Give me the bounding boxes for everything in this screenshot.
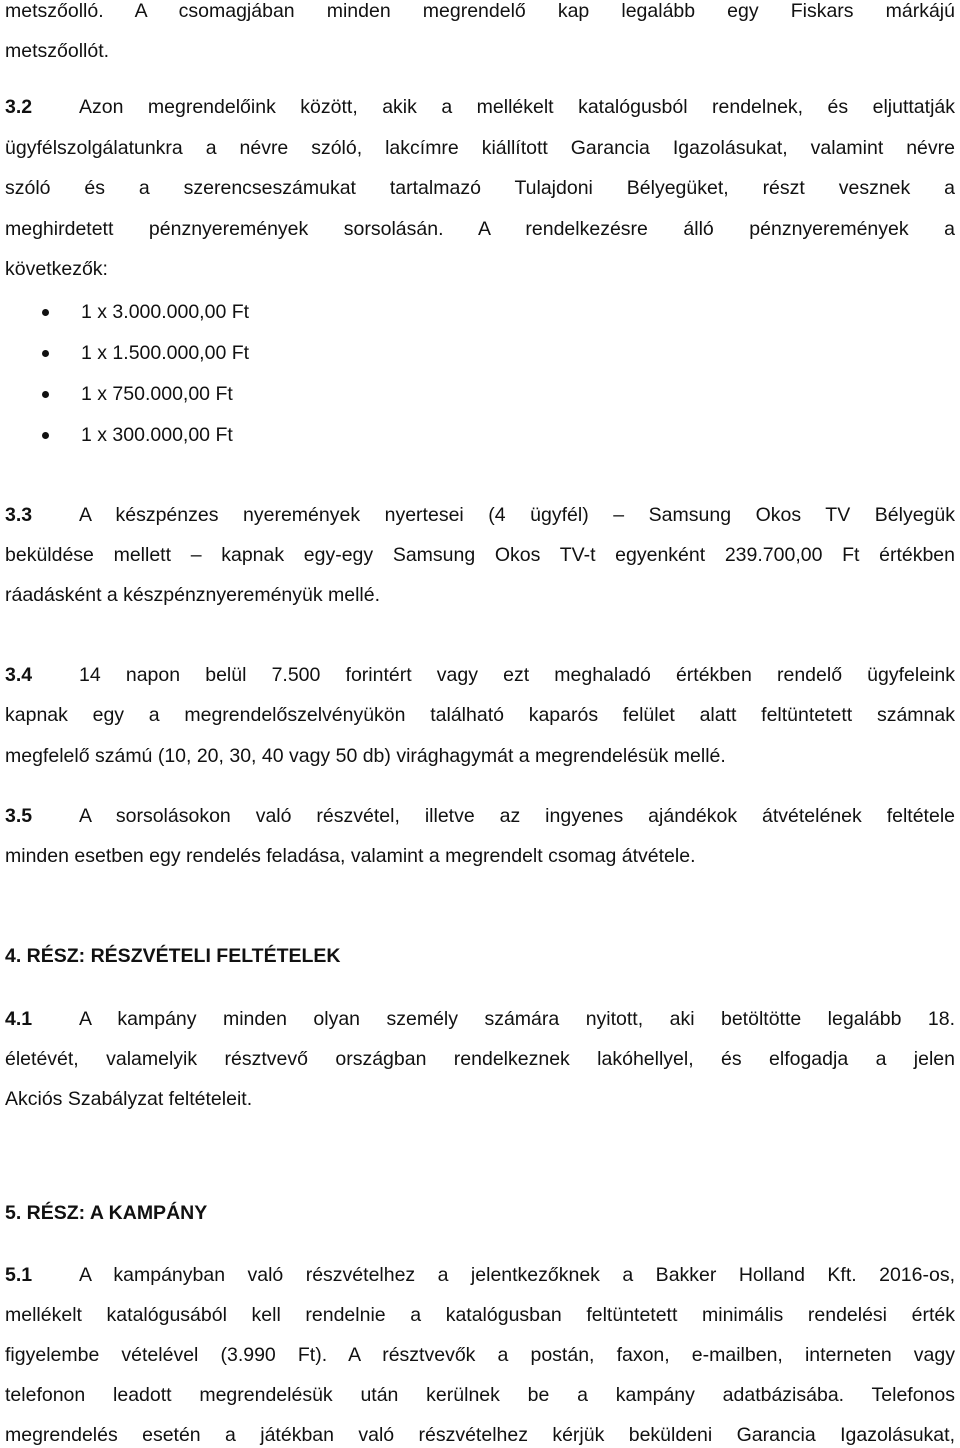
paragraph-text: A sorsolásokon való részvétel, illetve az ingyenes ajándékok átvételének feltétele (79, 805, 955, 827)
paragraph-line (5, 662, 955, 688)
paragraph-text: A kampány minden olyan személy számára nyitott, aki betöltötte legalább 18. (79, 1008, 955, 1030)
paragraph-line: minden esetben egy rendelés feladása, valamint a megrendelt csomag átvétele. (5, 845, 696, 867)
paragraph-line: Akciós Szabályzat feltételeit. (5, 1088, 253, 1110)
prize-list-item (5, 381, 305, 407)
section-number: 4.1 (5, 1008, 33, 1030)
paragraph-text: Azon megrendelőink között, akik a mellékelt katalógusból rendelnek, és eljuttatják (79, 96, 955, 118)
paragraph-line (5, 1262, 955, 1288)
section-number: 3.3 (5, 504, 33, 526)
prize-text: 1 x 1.500.000,00 Ft (81, 342, 250, 364)
paragraph-line: metszőollót. (5, 40, 110, 62)
prize-text: 1 x 300.000,00 Ft (81, 424, 233, 446)
prize-list-item (5, 422, 305, 448)
paragraph-line: megrendelés esetén a játékban való részvételhez kérjük beküldeni Garancia Igazolásukat, (5, 1424, 955, 1446)
paragraph-line (5, 94, 955, 120)
bullet-icon (42, 309, 49, 316)
paragraph-line: szóló és a szerencseszámukat tartalmazó Tulajdoni Bélyegüket, részt vesznek a (5, 177, 955, 199)
paragraph-line (5, 502, 955, 528)
prize-list-item (5, 299, 305, 325)
paragraph-line: ráadásként a készpénznyereményük mellé. (5, 584, 381, 606)
paragraph-line (5, 803, 955, 829)
paragraph-line (5, 1006, 955, 1032)
section-number: 3.4 (5, 664, 33, 686)
paragraph-line: megfelelő számú (10, 20, 30, 40 vagy 50 db) virághagymát a megrendelésük mellé. (5, 745, 726, 767)
section-heading: 5. RÉSZ: A KAMPÁNY (5, 1202, 208, 1224)
paragraph-line: következők: (5, 258, 108, 280)
paragraph-line: metszőolló. A csomagjában minden megrendelő kap legalább egy Fiskars márkájú (5, 0, 955, 22)
section-heading: 4. RÉSZ: RÉSZVÉTELI FELTÉTELEK (5, 945, 341, 967)
prize-list-item (5, 340, 305, 366)
paragraph-line: beküldése mellett – kapnak egy-egy Samsung Okos TV-t egyenként 239.700,00 Ft értékben (5, 544, 955, 566)
paragraph-text: A készpénzes nyeremények nyertesei (4 ügyfél) – Samsung Okos TV Bélyegük (79, 504, 955, 526)
prize-text: 1 x 3.000.000,00 Ft (81, 301, 250, 323)
bullet-icon (42, 391, 49, 398)
paragraph-line: ügyfélszolgálatunkra a névre szóló, lakcímre kiállított Garancia Igazolásukat, valamint névre (5, 137, 955, 159)
prize-text: 1 x 750.000,00 Ft (81, 383, 233, 405)
paragraph-line: mellékelt katalógusából kell rendelnie a katalógusban feltüntetett minimális rendelési érték (5, 1304, 955, 1326)
paragraph-line: meghirdetett pénznyeremények sorsolásán. A rendelkezésre álló pénznyeremények a (5, 218, 955, 240)
paragraph-line: életévét, valamelyik résztvevő országban rendelkeznek lakóhellyel, és elfogadja a jelen (5, 1048, 955, 1070)
paragraph-text: A kampányban való részvételhez a jelentkezőknek a Bakker Holland Kft. 2016-os, (79, 1264, 955, 1286)
paragraph-line: kapnak egy a megrendelőszelvényükön található kaparós felület alatt feltüntetett számnak (5, 704, 955, 726)
paragraph-text: 14 napon belül 7.500 forintért vagy ezt meghaladó értékben rendelő ügyfeleink (79, 664, 955, 686)
section-number: 5.1 (5, 1264, 33, 1286)
bullet-icon (42, 350, 49, 357)
section-number: 3.5 (5, 805, 33, 827)
bullet-icon (42, 432, 49, 439)
paragraph-line: figyelembe vételével (3.990 Ft). A résztvevők a postán, faxon, e-mailben, interneten vagy (5, 1344, 955, 1366)
paragraph-line: telefonon leadott megrendelésük után kerülnek be a kampány adatbázisába. Telefonos (5, 1384, 955, 1406)
section-number: 3.2 (5, 96, 33, 118)
